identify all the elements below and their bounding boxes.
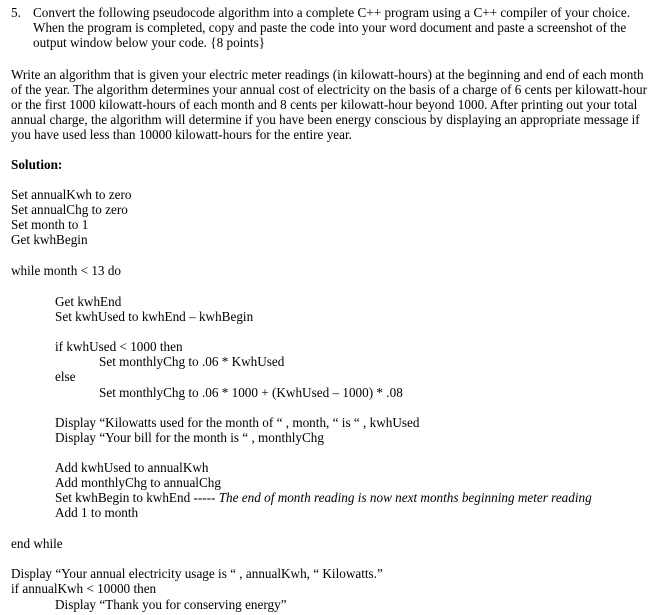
code-line-init-1: Set annualKwh to zero: [11, 187, 132, 202]
question-line-2: When the program is completed, copy and paste the code into your word document and paste a screenshot of the: [33, 20, 627, 35]
code-if-line: if kwhUsed < 1000 then: [55, 339, 183, 354]
code-set-begin-row: [55, 490, 592, 505]
description-line-2: of the year. The algorithm determines your annual cost of electricity on the basis of a charge of 6 cents per kilowatt-hour: [11, 82, 647, 97]
code-set-begin: Set kwhBegin to kwhEnd -----: [55, 490, 216, 505]
question-number: 5.: [11, 5, 21, 20]
description-line-4: annual charge, the algorithm will determine if you have been energy conscious by displaying an appropriate message if: [11, 112, 640, 127]
code-while-start: while month < 13 do: [11, 263, 122, 278]
description-line-3: or the first 1000 kilowatt-hours of each month and 8 cents per kilowatt-hour beyond 1000. After printing out your total: [11, 97, 638, 112]
code-display-annual: Display “Your annual electricity usage is “ , annualKwh, “ Kilowatts.”: [11, 566, 383, 581]
code-get-end: Get kwhEnd: [55, 294, 122, 309]
code-set-begin-note: The end of month reading is now next months beginning meter reading: [218, 490, 592, 505]
code-add-chg: Add monthlyChg to annualChg: [55, 475, 221, 490]
solution-heading: Solution:: [11, 157, 63, 172]
code-if-annual: if annualKwh < 10000 then: [11, 581, 157, 596]
question-line-3: output window below your code. {8 points}: [33, 35, 266, 50]
question-line-1: Convert the following pseudocode algorithm into a complete C++ program using a C++ compiler of your choice.: [33, 5, 631, 20]
code-display-2: Display “Your bill for the month is “ , monthlyChg: [55, 430, 324, 445]
code-line-init-3: Set month to 1: [11, 217, 89, 232]
code-line-init-2: Set annualChg to zero: [11, 202, 128, 217]
code-then-line: Set monthlyChg to .06 * KwhUsed: [99, 354, 285, 369]
description-line-1: Write an algorithm that is given your electric meter readings (in kilowatt-hours) at the beginning and end of each month: [11, 67, 644, 82]
code-add-kwh: Add kwhUsed to annualKwh: [55, 460, 209, 475]
code-add-month: Add 1 to month: [55, 505, 139, 520]
code-display-1: Display “Kilowatts used for the month of “ , month, “ is “ , kwhUsed: [55, 415, 420, 430]
description-line-5: you have used less than 10000 kilowatt-hours for the entire year.: [11, 127, 352, 142]
code-set-used: Set kwhUsed to kwhEnd – kwhBegin: [55, 309, 254, 324]
code-else-line: else: [55, 369, 76, 384]
code-end-while: end while: [11, 536, 63, 551]
code-line-init-4: Get kwhBegin: [11, 232, 88, 247]
code-thank-you: Display “Thank you for conserving energy”: [55, 597, 287, 612]
code-else-body: Set monthlyChg to .06 * 1000 + (KwhUsed – 1000) * .08: [99, 385, 403, 400]
